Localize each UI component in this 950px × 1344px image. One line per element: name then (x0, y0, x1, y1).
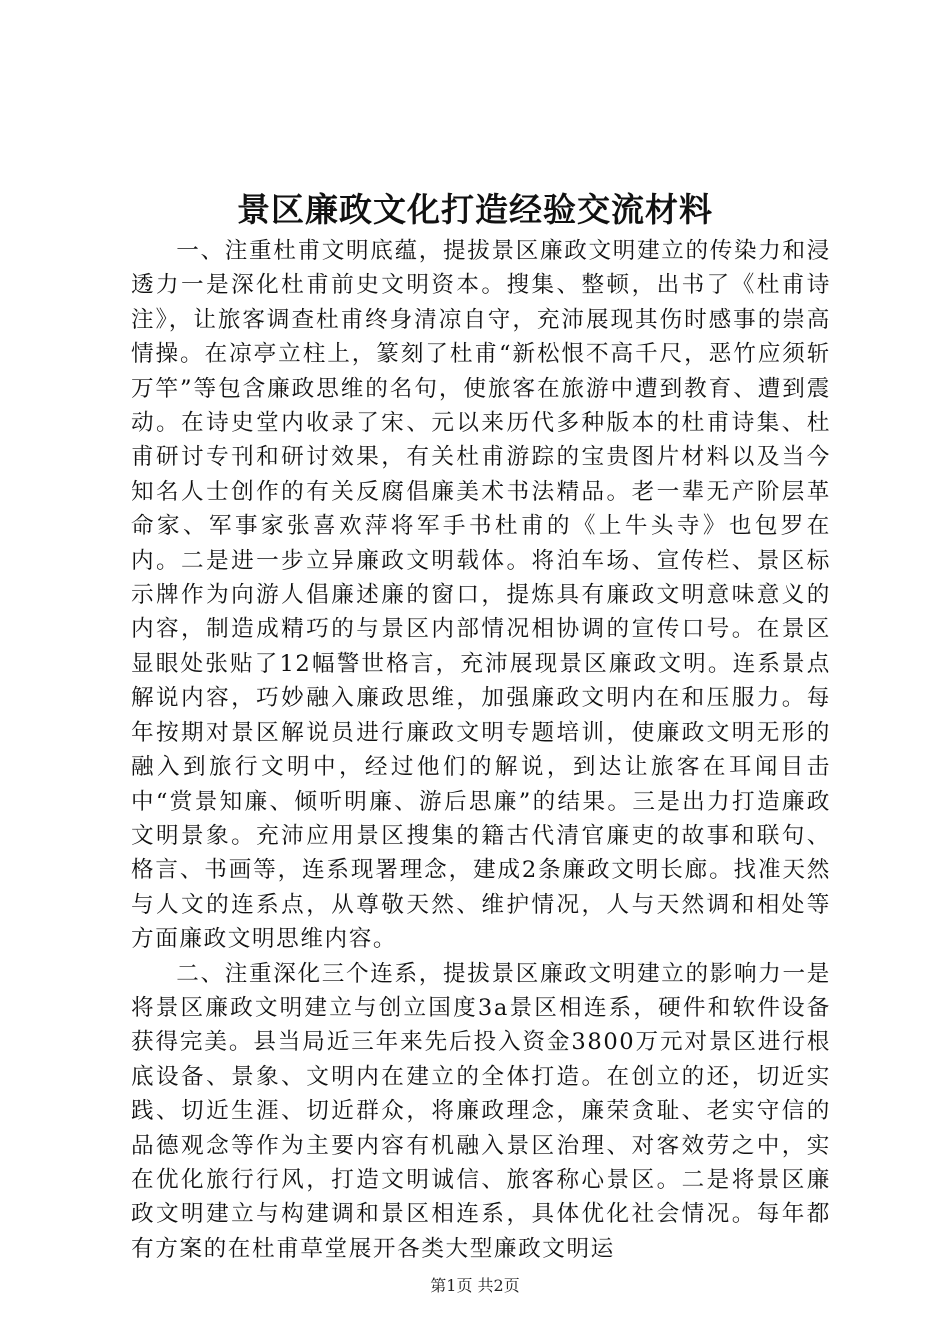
page-footer: 第1页 共2页 (430, 1276, 520, 1295)
paragraph-2: 二、注重深化三个连系，提拔景区廉政文明建立的影响力一是将景区廉政文明建立与创立国度3a景区相连系，硬件和软件设备获得完美。县当局近三年来先后投入资金3800万元对景区进行根底设备、景象、文明内在建立的全体打造。在创立的还，切近实践、切近生涯、切近群众，将廉政理念，廉荣贪耻、老实守信的品德观念等作为主要内容有机融入景区治理、对客效劳之中，实在优化旅行行风，打造文明诚信、旅客称心景区。二是将景区廉政文明建立与构建调和景区相连系，具体优化社会情况。每年都有方案的在杜甫草堂展开各类大型廉政文明运 (131, 960, 831, 1262)
document-body (131, 234, 831, 1266)
paragraph-1: 一、注重杜甫文明底蕴，提拔景区廉政文明建立的传染力和浸透力一是深化杜甫前史文明资本。搜集、整顿，出书了《杜甫诗注》，让旅客调查杜甫终身清凉自守，充沛展现其伤时感事的崇高情操。在凉亭立柱上，篆刻了杜甫“新松恨不高千尺，恶竹应须斩万竿”等包含廉政思维的名句，使旅客在旅游中遭到教育、遭到震动。在诗史堂内收录了宋、元以来历代多种版本的杜甫诗集、杜甫研讨专刊和研讨效果，有关杜甫游踪的宝贵图片材料以及当今知名人士创作的有关反腐倡廉美术书法精品。老一辈无产阶层革命家、军事家张喜欢萍将军手书杜甫的《上牛头寺》也包罗在内。二是进一步立异廉政文明载体。将泊车场、宣传栏、景区标示牌作为向游人倡廉述廉的窗口，提炼具有廉政文明意味意义的内容，制造成精巧的与景区内部情况相协调的宣传口号。在景区显眼处张贴了12幅警世格言，充沛展现景区廉政文明。连系景点解说内容，巧妙融入廉政思维，加强廉政文明内在和压服力。每年按期对景区解说员进行廉政文明专题培训，使廉政文明无形的融入到旅行文明中，经过他们的解说，到达让旅客在耳闻目击中“赏景知廉、倾听明廉、游后思廉”的结果。三是出力打造廉政文明景象。充沛应用景区搜集的籍古代清官廉吏的故事和联句、格言、书画等，连系现署理念，建成2条廉政文明长廊。找准天然与人文的连系点，从尊敬天然、维护情况，人与天然调和相处等方面廉政文明思维内容。 (131, 238, 831, 953)
page-title: 景区廉政文化打造经验交流材料 (237, 190, 713, 229)
